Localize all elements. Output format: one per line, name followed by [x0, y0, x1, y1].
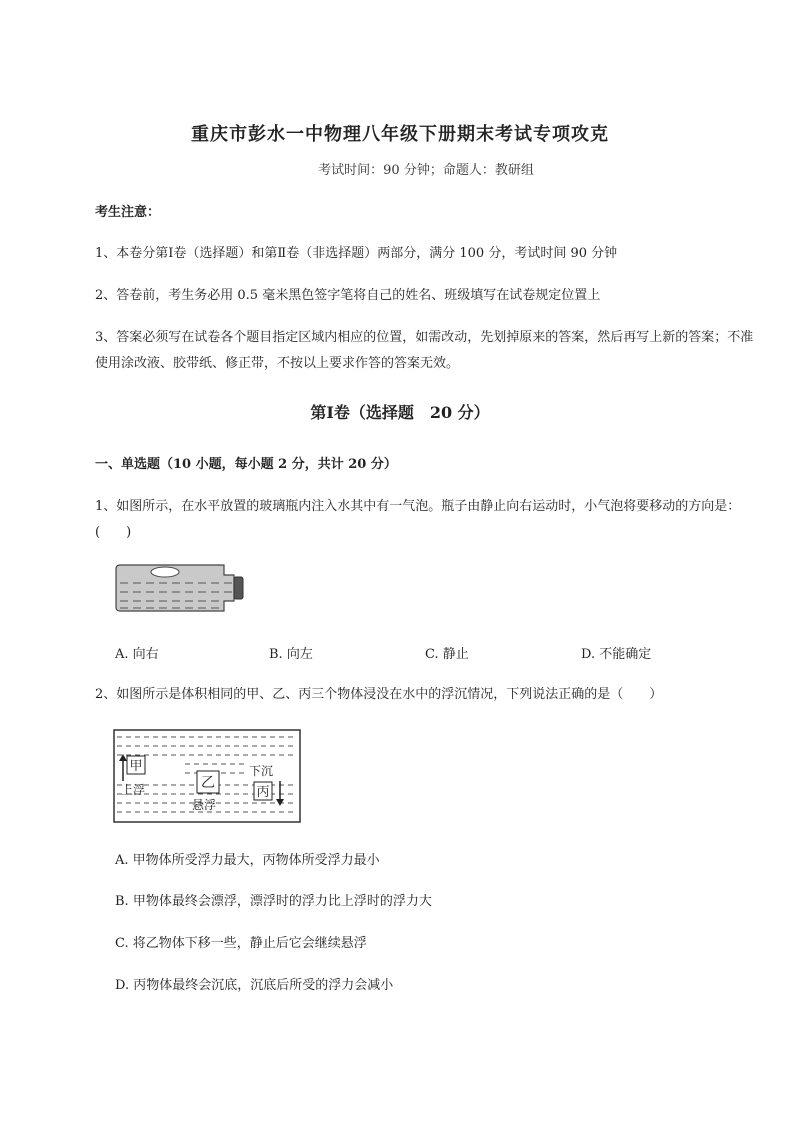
question-1-text: 1、如图所示，在水平放置的玻璃瓶内注入水其中有一气泡。瓶子由静止向右运动时，小气泡将要移动的方向是：( )	[95, 499, 741, 540]
buoyancy-figure	[113, 729, 301, 823]
q1-option-b[interactable]: B. 向左	[269, 647, 313, 662]
q2-option-c[interactable]: C. 将乙物体下移一些，静止后它会继续悬浮	[115, 936, 367, 951]
exam-info: 考试时间：90 分钟；命题人：教研组	[318, 163, 534, 178]
part-heading: 一、单选题（10 小题，每小题 2 分，共计 20 分）	[95, 457, 397, 472]
label-bing: 丙	[256, 785, 270, 800]
question-1-options	[115, 643, 735, 667]
label-yi: 乙	[201, 775, 215, 791]
air-bubble	[151, 567, 179, 577]
page-title: 重庆市彭水一中物理八年级下册期末考试专项攻克	[191, 124, 609, 145]
bottle-figure	[114, 563, 246, 613]
bottle-cap	[234, 577, 243, 599]
q1-option-c[interactable]: C. 静止	[425, 647, 469, 662]
label-xuanfu: 悬浮	[192, 798, 217, 812]
q1-option-d[interactable]: D. 不能确定	[581, 647, 652, 662]
label-xiachen: 下沉	[249, 764, 274, 778]
label-jia: 甲	[129, 759, 143, 774]
notice-item-2: 2、答卷前，考生务必用 0.5 毫米黑色签字笔将自己的姓名、班级填写在试卷规定位置上	[95, 288, 601, 303]
q2-option-d[interactable]: D. 丙物体最终会沉底，沉底后所受的浮力会减小	[115, 978, 394, 993]
notice-item-1: 1、本卷分第Ⅰ卷（选择题）和第Ⅱ卷（非选择题）两部分，满分 100 分，考试时间 90 分钟	[95, 246, 618, 261]
label-shangfu: 上浮	[121, 783, 146, 797]
section-title: 第Ⅰ卷（选择题 20 分）	[310, 403, 490, 422]
notice-item-3: 3、答案必须写在试卷各个题目指定区域内相应的位置，如需改动，先划掉原来的答案，然后再写上新的答案；不准使用涂改液、胶带纸、修正带，不按以上要求作答的答案无效。	[95, 330, 754, 371]
question-2-text: 2、如图所示是体积相同的甲、乙、丙三个物体浸没在水中的浮沉情况，下列说法正确的是（ ）	[95, 687, 663, 702]
q2-option-b[interactable]: B. 甲物体最终会漂浮，漂浮时的浮力比上浮时的浮力大	[115, 894, 432, 909]
notice-heading: 考生注意：	[95, 205, 161, 220]
q1-option-a[interactable]: A. 向右	[115, 647, 159, 662]
q2-option-a[interactable]: A. 甲物体所受浮力最大，丙物体所受浮力最小	[115, 853, 380, 868]
